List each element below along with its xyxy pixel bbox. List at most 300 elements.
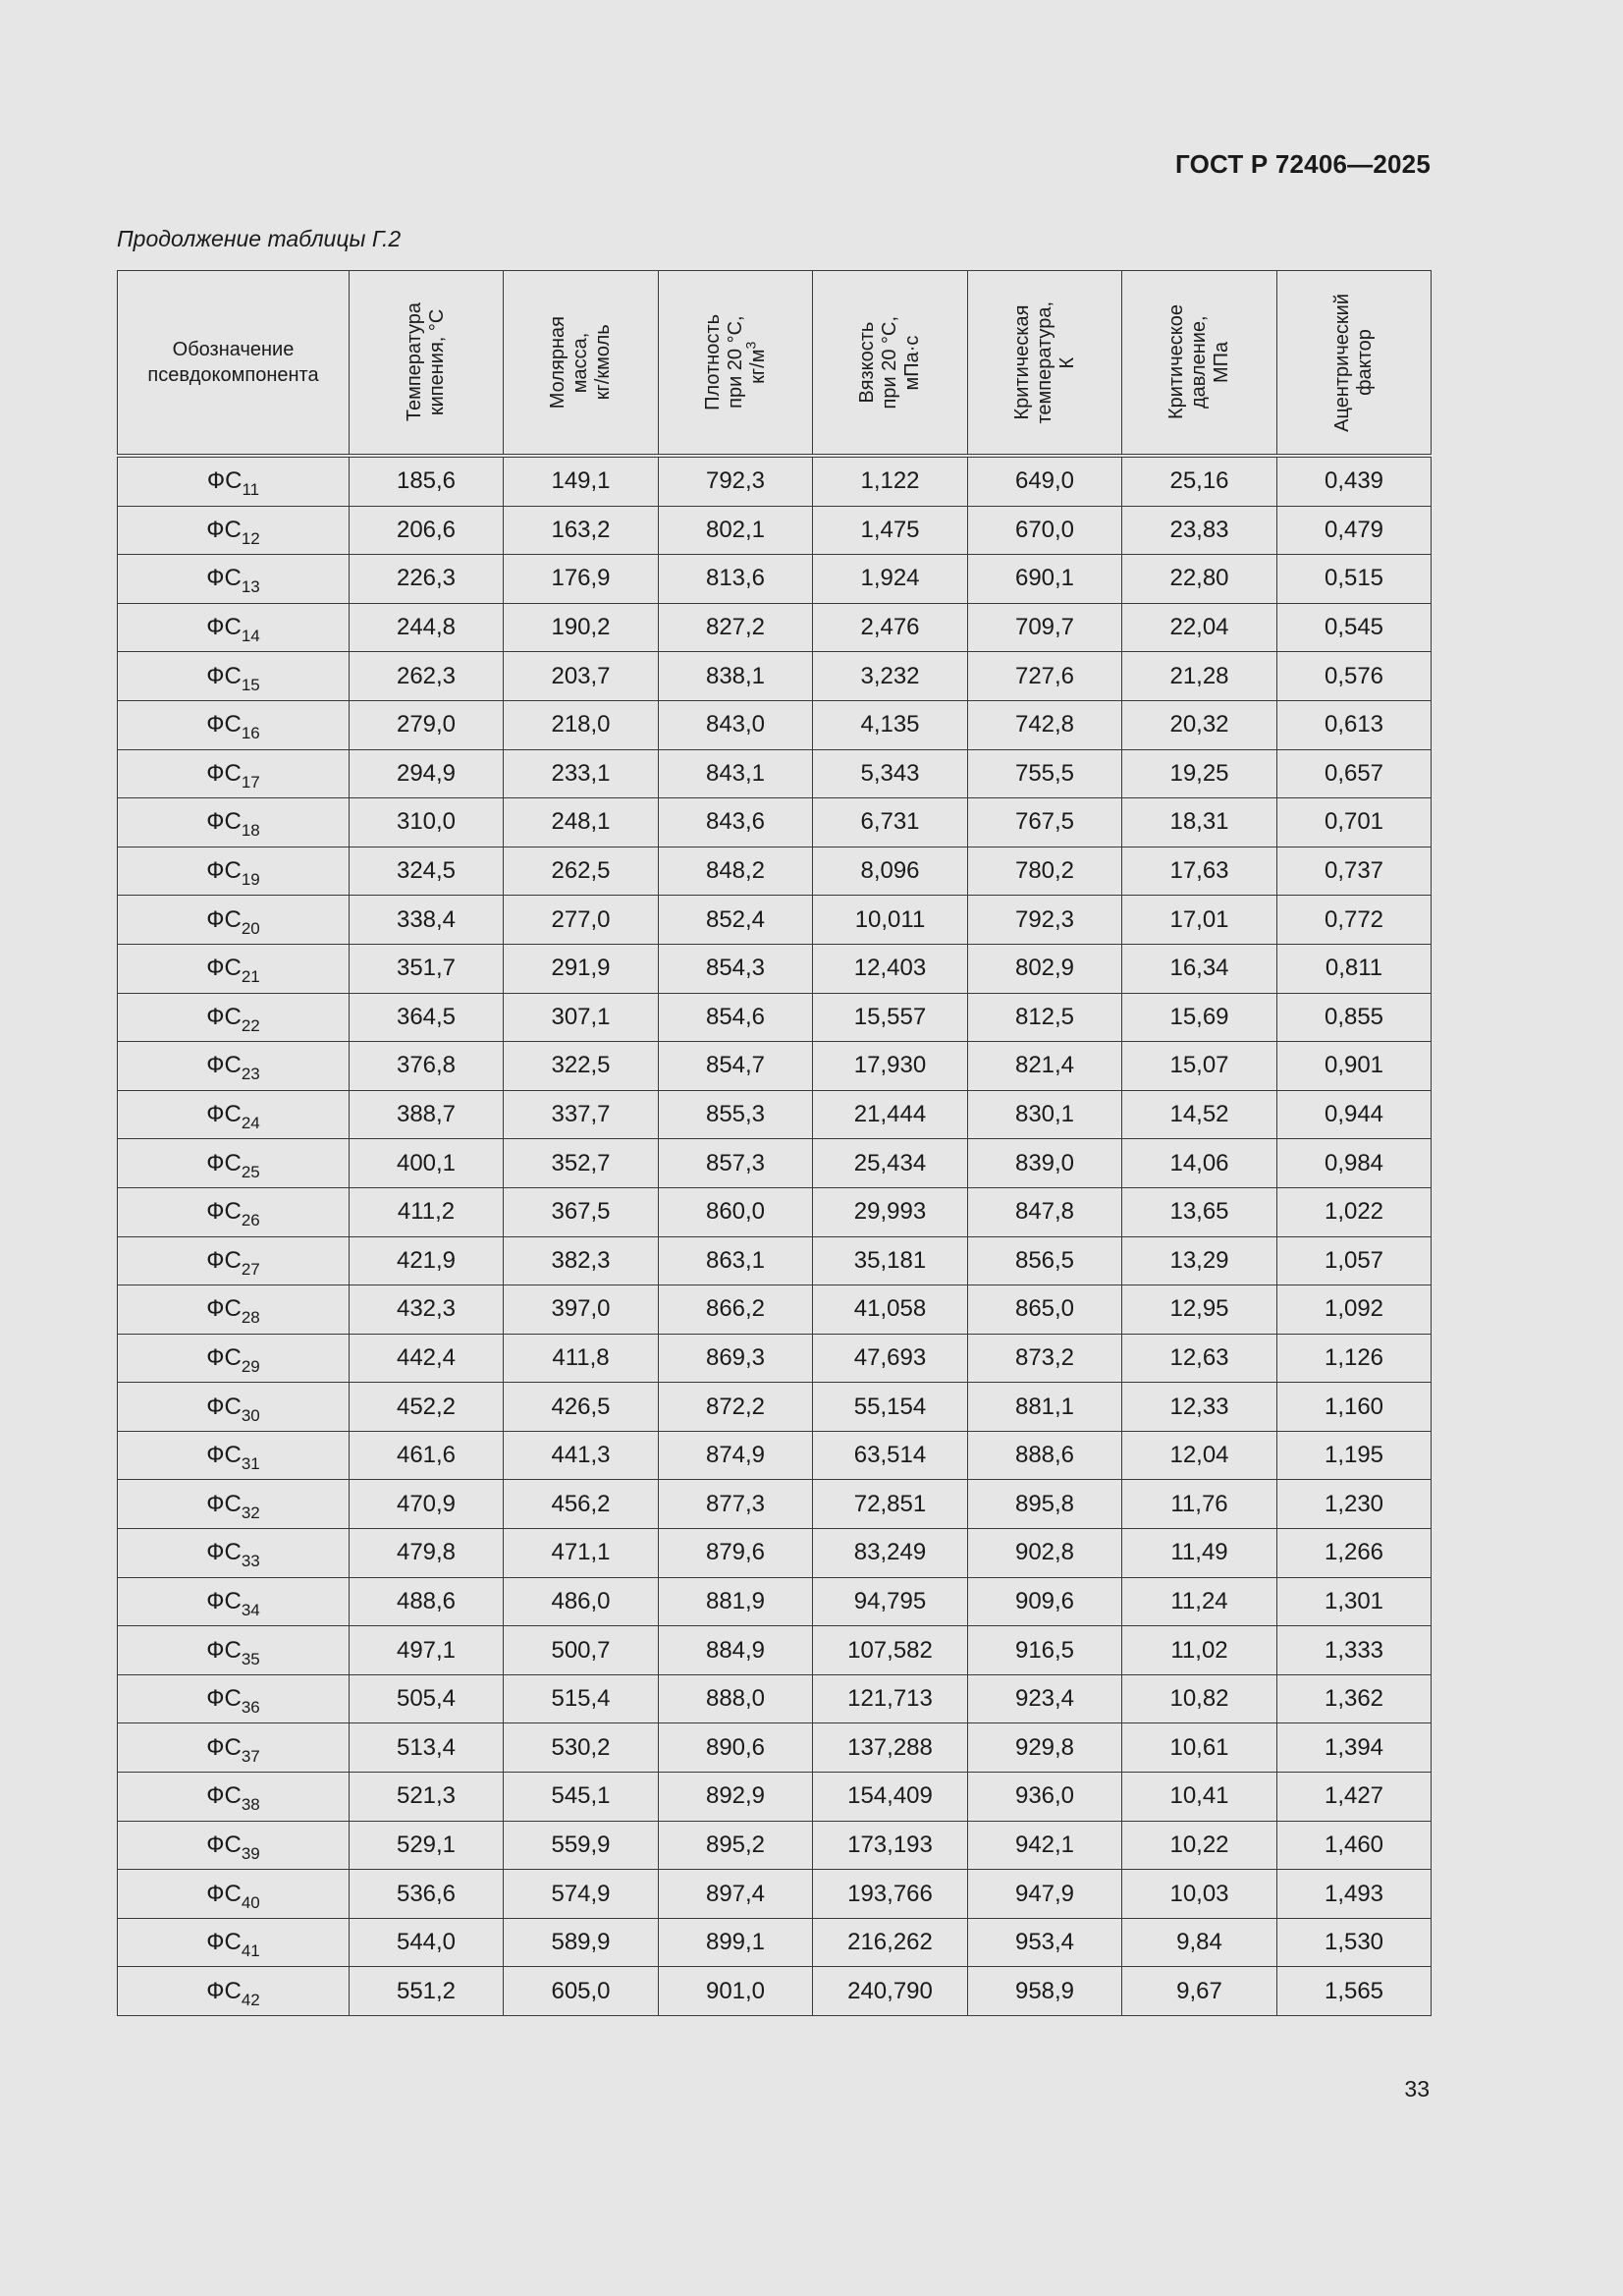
component-prefix: ФС [206, 1880, 242, 1907]
value-cell: 163,2 [504, 506, 659, 555]
value-cell: 10,011 [813, 896, 968, 945]
component-prefix: ФС [206, 467, 243, 495]
value-cell: 888,6 [968, 1431, 1122, 1480]
value-cell: 17,63 [1122, 847, 1277, 896]
component-index: 19 [241, 870, 260, 890]
value-cell: 338,4 [350, 896, 504, 945]
value-cell: 29,993 [813, 1187, 968, 1236]
value-cell: 216,262 [813, 1918, 968, 1967]
value-cell: 307,1 [504, 993, 659, 1042]
value-cell: 2,476 [813, 603, 968, 652]
table-row [118, 555, 1432, 604]
header-critical-pressure-label: Критическое давление, МПа [1165, 304, 1232, 420]
component-index: 23 [241, 1065, 260, 1084]
value-cell: 881,1 [968, 1383, 1122, 1432]
value-cell: 860,0 [659, 1187, 813, 1236]
component-index: 35 [241, 1649, 260, 1668]
table-row [118, 1626, 1432, 1675]
component-index: 42 [241, 1990, 260, 2009]
component-cell [118, 1139, 350, 1188]
value-cell: 0,855 [1277, 993, 1432, 1042]
value-cell: 382,3 [504, 1236, 659, 1285]
value-cell: 873,2 [968, 1334, 1122, 1383]
value-cell: 14,06 [1122, 1139, 1277, 1188]
value-cell: 890,6 [659, 1723, 813, 1773]
value-cell: 0,737 [1277, 847, 1432, 896]
value-cell: 9,84 [1122, 1918, 1277, 1967]
value-cell: 521,3 [350, 1773, 504, 1822]
component-index: 27 [241, 1259, 260, 1279]
component-cell [118, 944, 350, 993]
value-cell: 792,3 [968, 896, 1122, 945]
component-cell [118, 1090, 350, 1139]
component-index: 16 [241, 724, 260, 743]
value-cell: 0,944 [1277, 1090, 1432, 1139]
value-cell: 351,7 [350, 944, 504, 993]
value-cell: 1,122 [813, 456, 968, 506]
component-prefix: ФС [206, 614, 242, 641]
value-cell: 872,2 [659, 1383, 813, 1432]
value-cell: 400,1 [350, 1139, 504, 1188]
value-cell: 574,9 [504, 1870, 659, 1919]
value-cell: 6,731 [813, 798, 968, 847]
table-row [118, 1821, 1432, 1870]
value-cell: 421,9 [350, 1236, 504, 1285]
value-cell: 23,83 [1122, 506, 1277, 555]
component-cell [118, 1529, 350, 1578]
value-cell: 337,7 [504, 1090, 659, 1139]
value-cell: 847,8 [968, 1187, 1122, 1236]
value-cell: 173,193 [813, 1821, 968, 1870]
value-cell: 55,154 [813, 1383, 968, 1432]
table-body [118, 456, 1432, 2016]
value-cell: 1,333 [1277, 1626, 1432, 1675]
value-cell: 18,31 [1122, 798, 1277, 847]
component-cell [118, 1918, 350, 1967]
value-cell: 11,76 [1122, 1480, 1277, 1529]
component-cell [118, 1773, 350, 1822]
component-index: 33 [241, 1552, 260, 1571]
value-cell: 649,0 [968, 456, 1122, 506]
component-cell [118, 1480, 350, 1529]
component-prefix: ФС [206, 1101, 242, 1128]
value-cell: 1,126 [1277, 1334, 1432, 1383]
value-cell: 442,4 [350, 1334, 504, 1383]
component-prefix: ФС [206, 565, 242, 592]
value-cell: 262,5 [504, 847, 659, 896]
table-row [118, 1773, 1432, 1822]
value-cell: 3,232 [813, 652, 968, 701]
value-cell: 25,434 [813, 1139, 968, 1188]
table-row [118, 456, 1432, 506]
table-row [118, 1918, 1432, 1967]
value-cell: 21,28 [1122, 652, 1277, 701]
header-critical-temp [968, 271, 1122, 457]
value-cell: 10,82 [1122, 1674, 1277, 1723]
value-cell: 1,565 [1277, 1967, 1432, 2016]
value-cell: 9,67 [1122, 1967, 1277, 2016]
value-cell: 13,65 [1122, 1187, 1277, 1236]
value-cell: 277,0 [504, 896, 659, 945]
value-cell: 206,6 [350, 506, 504, 555]
value-cell: 854,7 [659, 1042, 813, 1091]
component-index: 30 [241, 1405, 260, 1425]
value-cell: 486,0 [504, 1577, 659, 1626]
value-cell: 20,32 [1122, 700, 1277, 749]
component-index: 13 [241, 577, 260, 597]
value-cell: 515,4 [504, 1674, 659, 1723]
value-cell: 536,6 [350, 1870, 504, 1919]
table-row [118, 944, 1432, 993]
value-cell: 456,2 [504, 1480, 659, 1529]
value-cell: 812,5 [968, 993, 1122, 1042]
value-cell: 0,439 [1277, 456, 1432, 506]
component-cell [118, 896, 350, 945]
table-row [118, 1723, 1432, 1773]
value-cell: 947,9 [968, 1870, 1122, 1919]
value-cell: 19,25 [1122, 749, 1277, 798]
value-cell: 470,9 [350, 1480, 504, 1529]
value-cell: 551,2 [350, 1967, 504, 2016]
value-cell: 388,7 [350, 1090, 504, 1139]
density-unit-superscript: 3 [741, 341, 758, 350]
value-cell: 176,9 [504, 555, 659, 604]
component-prefix: ФС [206, 1587, 242, 1614]
value-cell: 479,8 [350, 1529, 504, 1578]
value-cell: 929,8 [968, 1723, 1122, 1773]
document-id: ГОСТ Р 72406—2025 [1175, 149, 1431, 179]
component-cell [118, 1187, 350, 1236]
table-row [118, 506, 1432, 555]
value-cell: 322,5 [504, 1042, 659, 1091]
value-cell: 432,3 [350, 1285, 504, 1335]
value-cell: 895,2 [659, 1821, 813, 1870]
component-prefix: ФС [206, 1246, 242, 1274]
table-row [118, 652, 1432, 701]
page-number: 33 [1404, 2076, 1430, 2102]
value-cell: 1,195 [1277, 1431, 1432, 1480]
value-cell: 802,9 [968, 944, 1122, 993]
table-row [118, 847, 1432, 896]
component-index: 20 [241, 918, 260, 938]
header-critical-temp-label: Критическая температура, К [1010, 301, 1078, 424]
value-cell: 1,230 [1277, 1480, 1432, 1529]
component-cell [118, 456, 350, 506]
component-prefix: ФС [206, 905, 242, 933]
component-prefix: ФС [206, 1929, 242, 1956]
value-cell: 22,80 [1122, 555, 1277, 604]
value-cell: 544,0 [350, 1918, 504, 1967]
component-cell [118, 603, 350, 652]
component-cell [118, 1334, 350, 1383]
component-prefix: ФС [206, 1636, 242, 1664]
value-cell: 185,6 [350, 456, 504, 506]
component-cell [118, 1042, 350, 1091]
table-row [118, 1870, 1432, 1919]
component-index: 39 [241, 1843, 260, 1863]
value-cell: 226,3 [350, 555, 504, 604]
value-cell: 15,69 [1122, 993, 1277, 1042]
value-cell: 426,5 [504, 1383, 659, 1432]
table-row [118, 1674, 1432, 1723]
value-cell: 545,1 [504, 1773, 659, 1822]
table-row [118, 1334, 1432, 1383]
component-index: 25 [241, 1162, 260, 1181]
header-density [659, 271, 813, 457]
value-cell: 16,34 [1122, 944, 1277, 993]
component-prefix: ФС [206, 1977, 242, 2004]
component-prefix: ФС [206, 1831, 242, 1858]
value-cell: 869,3 [659, 1334, 813, 1383]
component-cell [118, 506, 350, 555]
table-row [118, 1967, 1432, 2016]
component-index: 41 [241, 1941, 260, 1961]
table-row [118, 993, 1432, 1042]
value-cell: 376,8 [350, 1042, 504, 1091]
value-cell: 411,8 [504, 1334, 659, 1383]
value-cell: 802,1 [659, 506, 813, 555]
value-cell: 25,16 [1122, 456, 1277, 506]
value-cell: 63,514 [813, 1431, 968, 1480]
value-cell: 755,5 [968, 749, 1122, 798]
component-prefix: ФС [206, 1343, 242, 1371]
value-cell: 107,582 [813, 1626, 968, 1675]
component-index: 17 [241, 772, 260, 792]
value-cell: 11,49 [1122, 1529, 1277, 1578]
value-cell: 17,01 [1122, 896, 1277, 945]
table-row [118, 1383, 1432, 1432]
component-cell [118, 1821, 350, 1870]
header-component [118, 271, 350, 457]
table-row [118, 1529, 1432, 1578]
value-cell: 1,427 [1277, 1773, 1432, 1822]
table-row [118, 1139, 1432, 1188]
component-prefix: ФС [206, 1685, 242, 1713]
header-acentric-factor-label: Ацентрический фактор [1331, 293, 1376, 432]
value-cell: 877,3 [659, 1480, 813, 1529]
component-index: 26 [241, 1211, 260, 1230]
value-cell: 742,8 [968, 700, 1122, 749]
value-cell: 830,1 [968, 1090, 1122, 1139]
header-viscosity-label: Вязкость при 20 °С, мПа·с [856, 315, 923, 410]
value-cell: 0,901 [1277, 1042, 1432, 1091]
value-cell: 1,301 [1277, 1577, 1432, 1626]
value-cell: 0,613 [1277, 700, 1432, 749]
value-cell: 218,0 [504, 700, 659, 749]
component-index: 21 [241, 967, 260, 987]
component-prefix: ФС [206, 1295, 242, 1323]
component-prefix: ФС [206, 1782, 242, 1810]
value-cell: 895,8 [968, 1480, 1122, 1529]
value-cell: 936,0 [968, 1773, 1122, 1822]
value-cell: 854,6 [659, 993, 813, 1042]
value-cell: 505,4 [350, 1674, 504, 1723]
table-row [118, 1090, 1432, 1139]
table-row [118, 603, 1432, 652]
value-cell: 0,545 [1277, 603, 1432, 652]
value-cell: 1,057 [1277, 1236, 1432, 1285]
value-cell: 8,096 [813, 847, 968, 896]
component-cell [118, 1870, 350, 1919]
component-prefix: ФС [206, 1539, 242, 1566]
table-caption: Продолжение таблицы Г.2 [117, 226, 402, 251]
header-molar-mass [504, 271, 659, 457]
component-cell [118, 1236, 350, 1285]
value-cell: 559,9 [504, 1821, 659, 1870]
value-cell: 843,6 [659, 798, 813, 847]
value-cell: 15,07 [1122, 1042, 1277, 1091]
value-cell: 121,713 [813, 1674, 968, 1723]
value-cell: 15,557 [813, 993, 968, 1042]
value-cell: 899,1 [659, 1918, 813, 1967]
value-cell: 856,5 [968, 1236, 1122, 1285]
component-cell [118, 1285, 350, 1335]
value-cell: 865,0 [968, 1285, 1122, 1335]
table-row [118, 1187, 1432, 1236]
component-prefix: ФС [206, 662, 242, 689]
table-row [118, 896, 1432, 945]
value-cell: 500,7 [504, 1626, 659, 1675]
value-cell: 83,249 [813, 1529, 968, 1578]
component-cell [118, 1431, 350, 1480]
value-cell: 838,1 [659, 652, 813, 701]
table-row [118, 798, 1432, 847]
header-boiling-temp-label: Температура кипения, °С [404, 302, 448, 422]
table-header-row [118, 271, 1432, 457]
value-cell: 0,984 [1277, 1139, 1432, 1188]
value-cell: 14,52 [1122, 1090, 1277, 1139]
value-cell: 513,4 [350, 1723, 504, 1773]
value-cell: 953,4 [968, 1918, 1122, 1967]
value-cell: 881,9 [659, 1577, 813, 1626]
value-cell: 0,772 [1277, 896, 1432, 945]
table-row [118, 700, 1432, 749]
component-cell [118, 700, 350, 749]
value-cell: 670,0 [968, 506, 1122, 555]
value-cell: 767,5 [968, 798, 1122, 847]
value-cell: 1,092 [1277, 1285, 1432, 1335]
value-cell: 279,0 [350, 700, 504, 749]
value-cell: 892,9 [659, 1773, 813, 1822]
value-cell: 294,9 [350, 749, 504, 798]
value-cell: 240,790 [813, 1967, 968, 2016]
value-cell: 149,1 [504, 456, 659, 506]
value-cell: 1,530 [1277, 1918, 1432, 1967]
component-index: 28 [241, 1308, 260, 1328]
component-cell [118, 1674, 350, 1723]
value-cell: 888,0 [659, 1674, 813, 1723]
value-cell: 21,444 [813, 1090, 968, 1139]
value-cell: 958,9 [968, 1967, 1122, 2016]
component-cell [118, 1577, 350, 1626]
header-critical-pressure [1122, 271, 1277, 457]
table-row [118, 1431, 1432, 1480]
header-boiling-temp [350, 271, 504, 457]
value-cell: 441,3 [504, 1431, 659, 1480]
component-cell [118, 847, 350, 896]
value-cell: 13,29 [1122, 1236, 1277, 1285]
value-cell: 41,058 [813, 1285, 968, 1335]
value-cell: 203,7 [504, 652, 659, 701]
header-acentric-factor [1277, 271, 1432, 457]
value-cell: 854,3 [659, 944, 813, 993]
value-cell: 839,0 [968, 1139, 1122, 1188]
component-index: 34 [241, 1600, 260, 1619]
value-cell: 827,2 [659, 603, 813, 652]
component-cell [118, 1626, 350, 1675]
component-prefix: ФС [206, 759, 242, 787]
value-cell: 461,6 [350, 1431, 504, 1480]
value-cell: 879,6 [659, 1529, 813, 1578]
value-cell: 190,2 [504, 603, 659, 652]
component-prefix: ФС [206, 955, 242, 982]
value-cell: 12,04 [1122, 1431, 1277, 1480]
data-table [117, 270, 1432, 2016]
value-cell: 397,0 [504, 1285, 659, 1335]
value-cell: 916,5 [968, 1626, 1122, 1675]
component-cell [118, 555, 350, 604]
component-index: 37 [241, 1746, 260, 1766]
value-cell: 233,1 [504, 749, 659, 798]
value-cell: 0,576 [1277, 652, 1432, 701]
value-cell: 154,409 [813, 1773, 968, 1822]
value-cell: 530,2 [504, 1723, 659, 1773]
value-cell: 248,1 [504, 798, 659, 847]
value-cell: 471,1 [504, 1529, 659, 1578]
table-row [118, 1236, 1432, 1285]
component-index: 32 [241, 1503, 260, 1522]
value-cell: 923,4 [968, 1674, 1122, 1723]
value-cell: 11,24 [1122, 1577, 1277, 1626]
value-cell: 0,811 [1277, 944, 1432, 993]
value-cell: 35,181 [813, 1236, 968, 1285]
component-prefix: ФС [206, 711, 242, 738]
value-cell: 47,693 [813, 1334, 968, 1383]
value-cell: 909,6 [968, 1577, 1122, 1626]
value-cell: 1,493 [1277, 1870, 1432, 1919]
component-index: 40 [241, 1892, 260, 1912]
value-cell: 821,4 [968, 1042, 1122, 1091]
value-cell: 1,460 [1277, 1821, 1432, 1870]
value-cell: 0,515 [1277, 555, 1432, 604]
value-cell: 529,1 [350, 1821, 504, 1870]
component-cell [118, 798, 350, 847]
value-cell: 497,1 [350, 1626, 504, 1675]
component-prefix: ФС [206, 1052, 242, 1079]
component-index: 29 [241, 1356, 260, 1376]
value-cell: 1,924 [813, 555, 968, 604]
value-cell: 792,3 [659, 456, 813, 506]
component-index: 31 [241, 1454, 260, 1474]
value-cell: 1,475 [813, 506, 968, 555]
component-cell [118, 993, 350, 1042]
component-prefix: ФС [206, 1393, 242, 1420]
value-cell: 852,4 [659, 896, 813, 945]
value-cell: 324,5 [350, 847, 504, 896]
value-cell: 12,63 [1122, 1334, 1277, 1383]
header-density-label: Плотность при 20 °С, кг/м [701, 314, 769, 410]
value-cell: 137,288 [813, 1723, 968, 1773]
header-component-label: Обозначение псевдокомпонента [147, 339, 319, 386]
value-cell: 843,0 [659, 700, 813, 749]
value-cell: 452,2 [350, 1383, 504, 1432]
value-cell: 857,3 [659, 1139, 813, 1188]
component-index: 38 [241, 1795, 260, 1815]
value-cell: 848,2 [659, 847, 813, 896]
value-cell: 1,022 [1277, 1187, 1432, 1236]
value-cell: 262,3 [350, 652, 504, 701]
component-index: 18 [241, 821, 260, 841]
